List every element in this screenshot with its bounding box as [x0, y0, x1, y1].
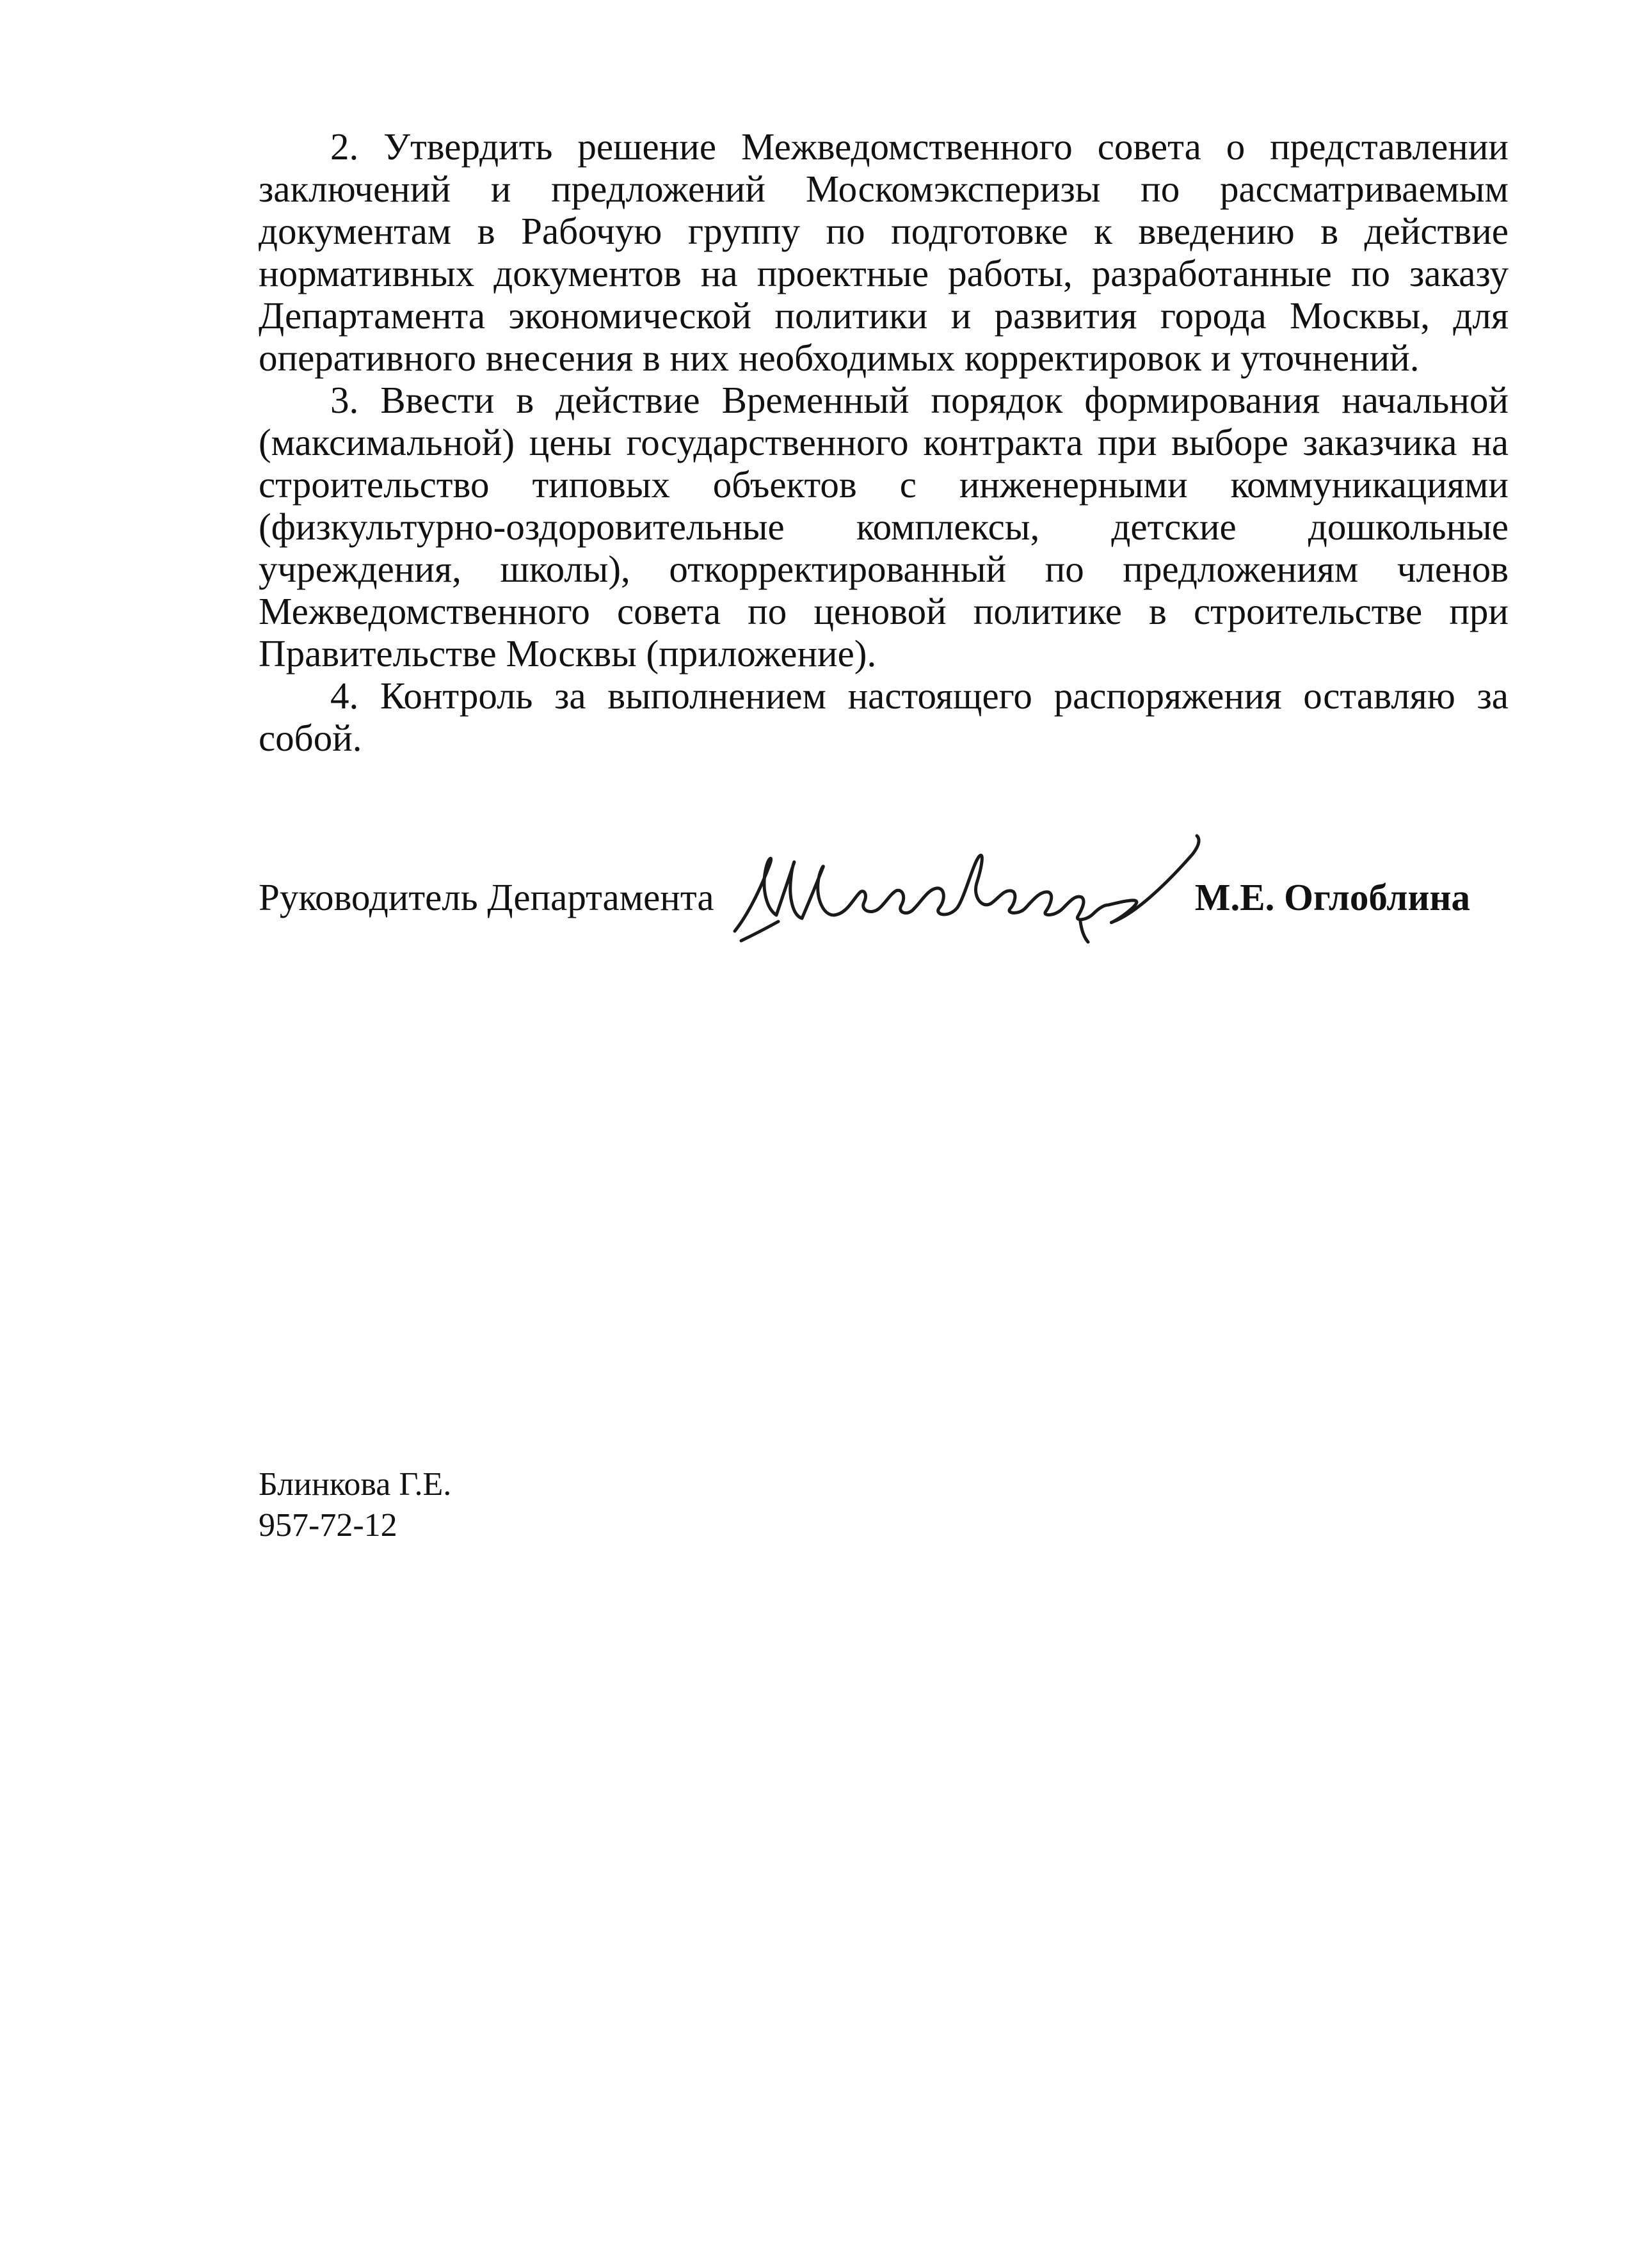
paragraph-2: 2. Утвердить решение Межведомственного совета о представлении заключений и предложений Москомэксперизы по рассматриваемым документам в Рабочую группу по подготовке к введению в действие нормативных документов на проектные работы, разработанные по заказу Департамента экономической политики и развития города Москвы, для оперативного внесения в них необходимых корректировок и уточнений.: [259, 125, 1509, 379]
signatory-name: М.Е. Оглоблина: [1194, 876, 1470, 918]
paragraph-3: 3. Ввести в действие Временный порядок формирования начальной (максимальной) цены государственного контракта при выборе заказчика на строительство типовых объектов с инженерными коммуникациями (физкультурно-оздоровительные комплексы, детские дошкольные учреждения, школы), откорректированный по предложениям членов Межведомственного совета по ценовой политике в строительстве при Правительстве Москвы (приложение).: [259, 379, 1509, 675]
signatory-title: Руководитель Департамента: [259, 876, 714, 918]
executor-phone: 957-72-12: [259, 1507, 397, 1544]
paragraph-4: 4. Контроль за выполнением настоящего распоряжения оставляю за собой.: [259, 675, 1509, 759]
handwritten-signature: [722, 819, 1208, 966]
executor-block: [259, 1464, 451, 1546]
executor-name: Блинкова Г.Е.: [259, 1466, 452, 1503]
document-body: [259, 125, 1509, 759]
